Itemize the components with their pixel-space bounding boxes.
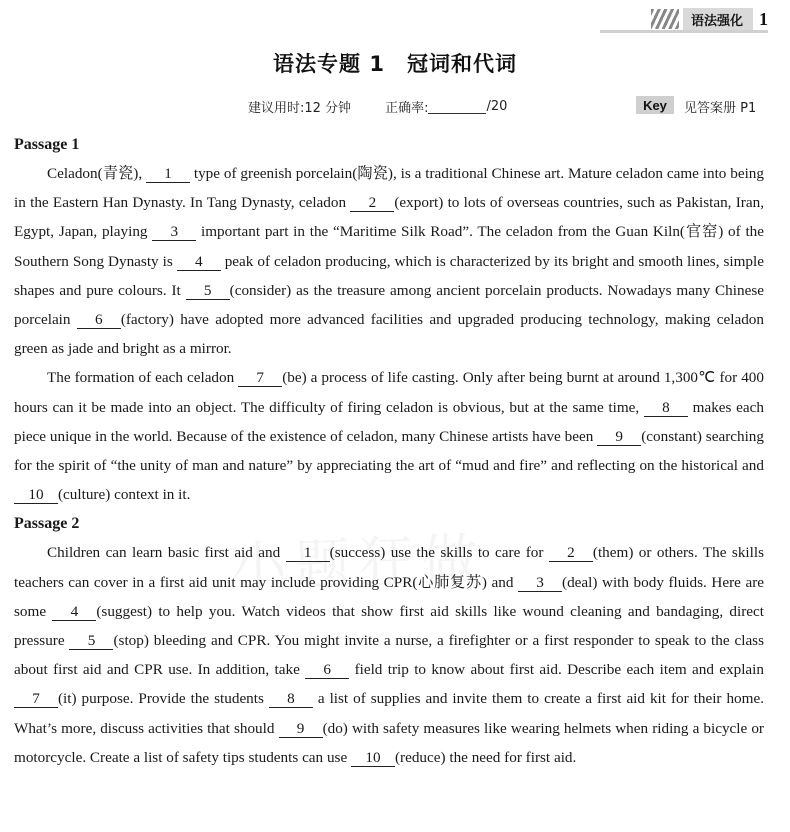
- passage-text: (do) with safety measures like wearing helmets when riding a bicycle or motorcycle. Create a list of safety tips students can use: [14, 719, 764, 766]
- decorative-stripes-icon: [651, 9, 679, 29]
- header-rule: [600, 30, 768, 33]
- meta-info: [248, 97, 507, 116]
- passage-text: (culture) context in it.: [58, 486, 191, 504]
- answer-blank-5[interactable]: 5: [69, 632, 113, 650]
- answer-blank-1[interactable]: 1: [286, 544, 330, 562]
- answer-blank-7[interactable]: 7: [238, 369, 282, 387]
- passage-text: makes each piece unique in the world. Because of the existence of celadon, many Chinese artists have been: [14, 398, 764, 445]
- page-title: 语法专题 1 冠词和代词: [273, 52, 517, 76]
- passage-text: field trip to know about first aid. Describe each item and explain: [349, 661, 764, 679]
- accuracy-label: 正确率:: [385, 101, 429, 116]
- answer-blank-4[interactable]: 4: [177, 253, 221, 271]
- answer-blank-9[interactable]: 9: [279, 720, 323, 738]
- passage-text: peak of celadon producing, which is characterized by its bright and smooth lines, simple shapes and pure colours. It: [14, 252, 764, 299]
- passage-text: (it) purpose. Provide the students: [58, 690, 269, 708]
- passage-1-title: Passage 1: [14, 136, 80, 153]
- accuracy-total: /20: [486, 99, 508, 114]
- passage-2-paragraph-1: [14, 538, 764, 772]
- passage-text: (stop) bleeding and CPR. You might invite a nurse, a firefighter or a first responder to speak to the class about first aid and CPR use. In addition, take: [14, 632, 765, 679]
- passage-text: type of greenish porcelain(陶瓷), is a traditional Chinese art. Mature celadon came into being in the Eastern Han Dynasty. In Tang Dynasty, celadon: [14, 165, 764, 212]
- passage-text: Celadon(青瓷),: [47, 165, 146, 182]
- passage-text: (factory) have adopted more advanced facilities and upgraded producing technology, making celadon green as jade and bright as a mirror.: [14, 311, 764, 358]
- passage-text: (suggest) to help you. Watch videos that show first aid skills like wound cleaning and bandaging, direct pressure: [14, 602, 765, 650]
- answer-blank-10[interactable]: 10: [14, 486, 58, 504]
- key-reference: 见答案册 P1: [684, 101, 757, 116]
- key-badge: Key: [636, 96, 674, 114]
- answer-blank-6[interactable]: 6: [305, 661, 349, 679]
- passage-text: important part in the “Maritime Silk Road”. The celadon from the Guan Kiln(官窑) of the Southern Song Dynasty is: [14, 223, 764, 270]
- time-label: 建议用时:12 分钟: [248, 101, 352, 116]
- section-header-tab: [651, 8, 768, 30]
- passage-text: (consider) as the treasure among ancient porcelain products. Nowadays many Chinese porcelain: [14, 281, 764, 329]
- answer-blank-8[interactable]: 8: [644, 399, 688, 417]
- passage-text: (export) to lots of overseas countries, such as Pakistan, Iran, Egypt, Japan, playing: [14, 194, 764, 241]
- passage-1-paragraph-1: [14, 159, 764, 363]
- passage-text: The formation of each celadon: [47, 369, 239, 387]
- passage-text: Children can learn basic first aid and: [47, 544, 286, 562]
- answer-blank-2[interactable]: 2: [350, 194, 394, 212]
- passage-1-paragraph-2: [14, 363, 764, 509]
- passage-text: (constant) searching for the spirit of “the unity of man and nature” by appreciating the art of “mud and fire” and reflecting on the historical and: [14, 427, 764, 475]
- answer-blank-7[interactable]: 7: [14, 690, 58, 708]
- passage-text: (reduce) the need for first aid.: [394, 748, 577, 766]
- exercise-content: [14, 130, 764, 772]
- answer-blank-2[interactable]: 2: [549, 544, 593, 562]
- answer-blank-6[interactable]: 6: [77, 311, 121, 329]
- passage-2-title: Passage 2: [14, 515, 80, 533]
- passage-text: (them) or others. The skills teachers can cover in a first aid unit may include providing CPR(心肺复苏) and: [14, 544, 765, 591]
- passage-text: a list of supplies and invite them to create a first aid kit for their home. What’s more, discuss activities that should: [14, 690, 764, 737]
- answer-blank-1[interactable]: 1: [146, 165, 190, 183]
- passage-text: (be) a process of life casting. Only after being burnt at around 1,300℃ for 400 hours can it be made into an object. The difficulty of firing celadon is obvious, but at the same time,: [14, 369, 764, 416]
- answer-blank-10[interactable]: 10: [351, 749, 395, 767]
- answer-blank-9[interactable]: 9: [597, 428, 641, 446]
- answer-blank-3[interactable]: 3: [518, 574, 562, 592]
- answer-blank-8[interactable]: 8: [269, 690, 313, 708]
- accuracy-blank[interactable]: [428, 100, 486, 114]
- passage-text: (success) use the skills to care for: [329, 544, 549, 562]
- section-label: 语法强化: [683, 8, 753, 30]
- answer-blank-4[interactable]: 4: [52, 603, 96, 621]
- page-number: 1: [759, 8, 768, 29]
- answer-blank-3[interactable]: 3: [152, 223, 196, 241]
- passage-text: (deal) with body fluids. Here are some: [14, 573, 764, 620]
- answer-blank-5[interactable]: 5: [186, 282, 230, 300]
